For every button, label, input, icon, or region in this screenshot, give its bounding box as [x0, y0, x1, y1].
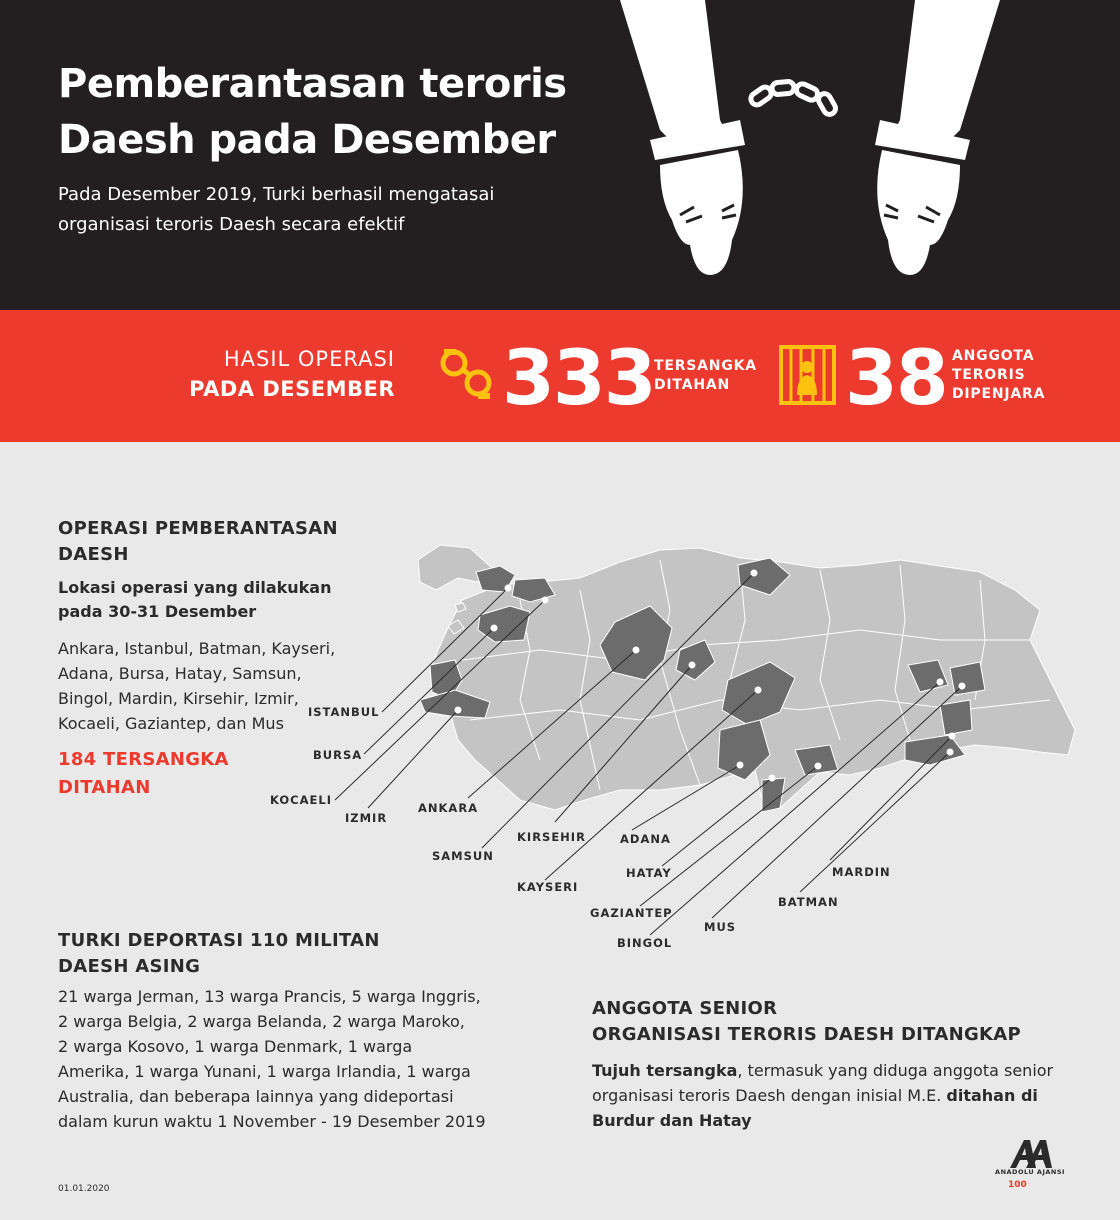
map-label-ankara: ANKARA: [418, 801, 479, 815]
senior-heading-line-2: ORGANISASI TERORIS DAESH DITANGKAP: [592, 1024, 1021, 1045]
operations-detained-line-2: DITAHAN: [58, 777, 151, 798]
subtitle-line-1: Pada Desember 2019, Turki berhasil mengatasai: [58, 184, 495, 205]
dot-kocaeli: [542, 597, 549, 604]
detained-caption-line-2: DITAHAN: [654, 377, 730, 393]
senior-bold-1: Tujuh tersangka: [592, 1061, 738, 1080]
map-label-gaziantep: GAZIANTEP: [590, 906, 673, 920]
dot-mus: [959, 683, 966, 690]
dot-bingol: [937, 679, 944, 686]
map-label-izmir: IZMIR: [345, 811, 388, 825]
operations-detained-line-1: 184 TERSANGKA: [58, 749, 229, 770]
deportation-line-2: 2 warga Belgia, 2 warga Belanda, 2 warga Maroko,: [58, 1012, 465, 1031]
cities-line-2: Adana, Bursa, Hatay, Samsun,: [58, 664, 302, 683]
operations-detained: [58, 746, 318, 802]
senior-heading: [592, 996, 1062, 1048]
deportation-text: [58, 984, 528, 1134]
map-label-batman: BATMAN: [778, 895, 839, 909]
map-label-hatay: HATAY: [626, 866, 672, 880]
leader-izmir: [368, 710, 458, 808]
dot-batman: [949, 733, 956, 740]
deportation-line-6: dalam kurun waktu 1 November - 19 Desember 2019: [58, 1112, 486, 1131]
map-province-batman: [940, 700, 972, 735]
map-label-istanbul: ISTANBUL: [308, 705, 380, 719]
leader-hatay: [662, 778, 772, 866]
map-label-mardin: MARDIN: [832, 865, 891, 879]
title-line-2: Daesh pada Desember: [58, 117, 556, 163]
deportation-line-3: 2 warga Kosovo, 1 warga Denmark, 1 warga: [58, 1037, 413, 1056]
operations-heading-line-2: DAESH: [58, 544, 129, 565]
dot-bursa: [491, 625, 498, 632]
map-province-mus: [950, 662, 985, 695]
deportation-heading: [58, 928, 518, 980]
map-label-adana: ADANA: [620, 832, 671, 846]
map-label-bursa: BURSA: [313, 748, 363, 762]
senior-text-line-1: [592, 1058, 1072, 1083]
dot-adana: [737, 762, 744, 769]
page-subtitle: [58, 180, 578, 240]
subtitle-line-2: organisasi teroris Daesh secara efektif: [58, 214, 405, 235]
cities-line-3: Bingol, Mardin, Kirsehir, Izmir,: [58, 689, 299, 708]
map-label-kocaeli: KOCAELI: [270, 793, 332, 807]
detained-count: 333: [502, 333, 655, 422]
logo-anniversary: 100: [1008, 1180, 1027, 1190]
operations-sub-line-2: pada 30-31 Desember: [58, 602, 257, 621]
prison-icon: [779, 345, 836, 405]
map-label-bingol: BINGOL: [617, 936, 673, 950]
dot-samsun: [751, 570, 758, 577]
deportation-line-5: Australia, dan beberapa lainnya yang dideportasi: [58, 1087, 454, 1106]
dot-kayseri: [755, 687, 762, 694]
senior-bold-2: ditahan di: [946, 1086, 1038, 1105]
map-label-kirsehir: KIRSEHIR: [517, 830, 586, 844]
operations-heading: [58, 516, 358, 568]
dot-gaziantep: [815, 763, 822, 770]
detained-caption-line-1: TERSANGKA: [654, 358, 757, 374]
senior-text-line-3: [592, 1108, 1072, 1133]
dot-istanbul: [505, 585, 512, 592]
dot-izmir: [455, 707, 462, 714]
map-label-mus: MUS: [704, 920, 737, 934]
jailed-caption-line-2: TERORIS: [952, 367, 1026, 383]
map-label-kayseri: KAYSERI: [517, 880, 579, 894]
jailed-count: 38: [845, 333, 947, 422]
page-title: [58, 56, 618, 168]
operations-sub-line-1: Lokasi operasi yang dilakukan: [58, 578, 332, 597]
title-line-1: Pemberantasan teroris: [58, 61, 567, 107]
cities-line-1: Ankara, Istanbul, Batman, Kayseri,: [58, 639, 336, 658]
senior-rest-1: , termasuk yang diduga anggota senior: [737, 1061, 1054, 1080]
logo-text: ANADOLU AJANSI: [995, 1168, 1065, 1176]
senior-line-2: organisasi teroris Daesh dengan inisial M.E.: [592, 1086, 942, 1105]
handcuffed-hands-icon: [610, 0, 1010, 310]
senior-heading-line-1: ANGGOTA SENIOR: [592, 998, 778, 1019]
map-label-samsun: SAMSUN: [432, 849, 494, 863]
results-label: [189, 344, 395, 404]
operations-cities: [58, 636, 358, 736]
anadolu-agency-logo: [1006, 1136, 1056, 1170]
publish-date: 01.01.2020: [58, 1184, 110, 1194]
jailed-caption: [952, 347, 1045, 404]
detained-caption: [654, 357, 757, 395]
operations-heading-line-1: OPERASI PEMBERANTASAN: [58, 518, 338, 539]
handcuffs-icon: [438, 345, 496, 403]
deportation-heading-line-1: TURKI DEPORTASI 110 MILITAN: [58, 930, 380, 951]
deportation-heading-line-2: DAESH ASING: [58, 956, 201, 977]
senior-text: [592, 1058, 1072, 1133]
dot-mardin: [947, 749, 954, 756]
senior-bold-3: Burdur dan Hatay: [592, 1111, 752, 1130]
cities-line-4: Kocaeli, Gaziantep, dan Mus: [58, 714, 284, 733]
deportation-line-1: 21 warga Jerman, 13 warga Prancis, 5 warga Inggris,: [58, 987, 481, 1006]
operations-subheading: [58, 576, 358, 624]
deportation-line-4: Amerika, 1 warga Yunani, 1 warga Irlandia, 1 warga: [58, 1062, 471, 1081]
dot-ankara: [633, 647, 640, 654]
jailed-caption-line-1: ANGGOTA: [952, 348, 1035, 364]
dot-hatay: [769, 775, 776, 782]
dot-kirsehir: [689, 662, 696, 669]
senior-text-line-2: [592, 1083, 1072, 1108]
results-label-line-1: HASIL OPERASI: [223, 347, 395, 371]
results-label-line-2: PADA DESEMBER: [189, 377, 395, 401]
jailed-caption-line-3: DIPENJARA: [952, 386, 1046, 402]
